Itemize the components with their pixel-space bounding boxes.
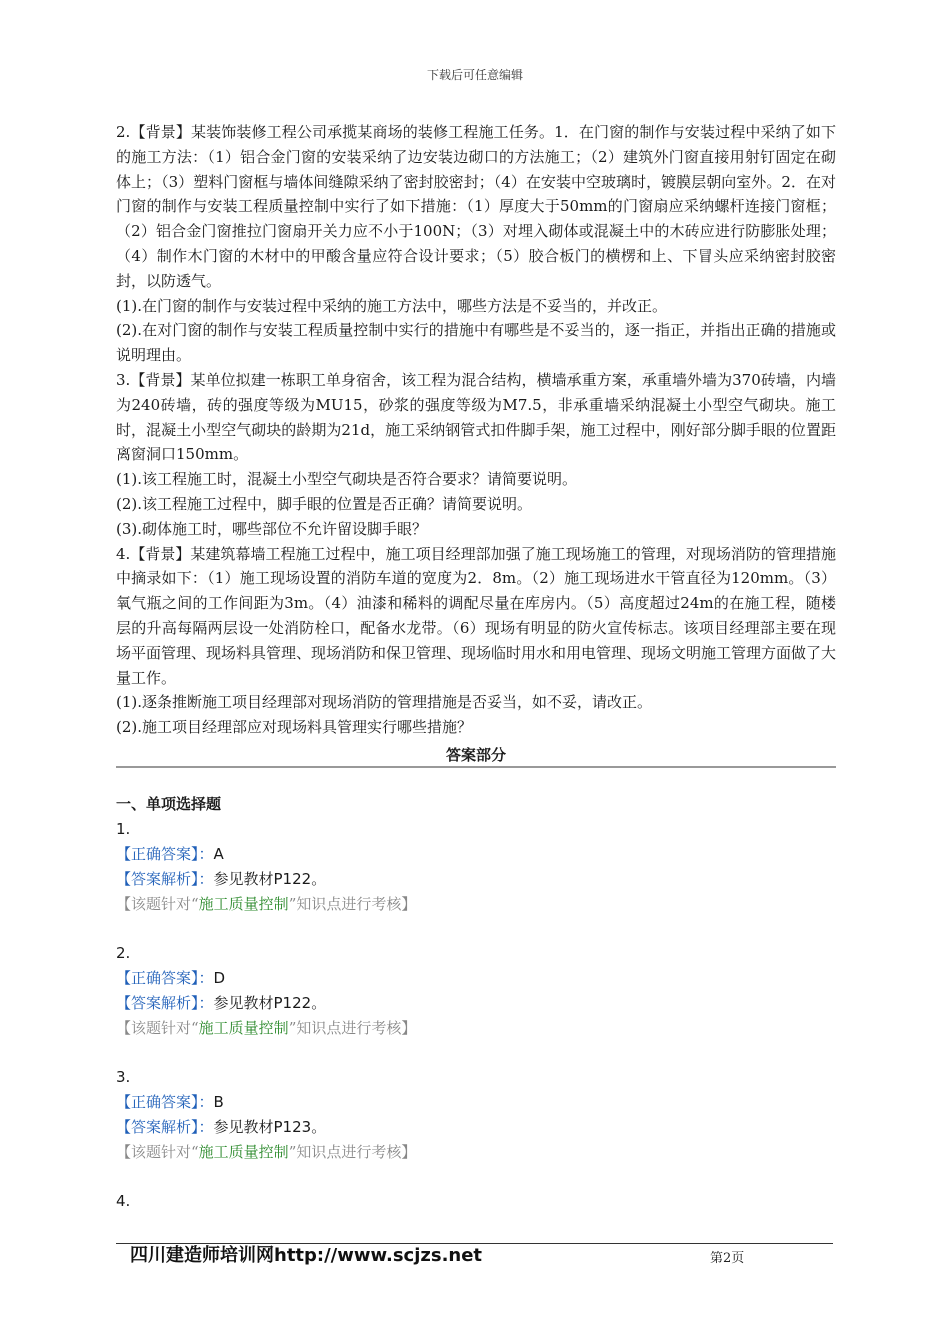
correct-answer-line bbox=[116, 1090, 836, 1115]
answer-item bbox=[116, 941, 836, 1065]
answer-number: 4. bbox=[116, 1192, 131, 1210]
topic-note bbox=[116, 1140, 836, 1165]
topic-note-suffix: ”知识点进行考核】 bbox=[288, 895, 417, 913]
section-title: 一、单项选择题 bbox=[116, 795, 222, 813]
answer-section-title: 答案部分 bbox=[445, 746, 506, 764]
page-header: 下载后可任意编辑 bbox=[426, 68, 523, 82]
correct-answer-line bbox=[116, 842, 836, 867]
question-4-sub-1: (1).逐条推断施工项目经理部对现场消防的管理措施是否妥当，如不妥，请改正。 bbox=[116, 693, 653, 712]
answer-number: 1. bbox=[116, 820, 131, 838]
analysis-line bbox=[116, 1115, 836, 1140]
analysis-text: 参见教材P122。 bbox=[213, 870, 327, 888]
analysis-text: 参见教材P122。 bbox=[213, 994, 327, 1012]
page-number: 第2页 bbox=[710, 1251, 745, 1266]
topic-note bbox=[116, 1016, 836, 1041]
question-3-sub-2: (2).该工程施工过程中，脚手眼的位置是否正确？请简要说明。 bbox=[116, 494, 533, 513]
answers-list bbox=[116, 792, 836, 1214]
question-2-sub-1: (1).在门窗的制作与安装过程中采纳的施工方法中，哪些方法是不妥当的，并改正。 bbox=[116, 296, 668, 315]
topic-note-topic: 施工质量控制 bbox=[198, 895, 289, 913]
topic-note bbox=[116, 892, 836, 917]
topic-note-prefix: 【该题针对“ bbox=[116, 1143, 199, 1161]
question-4-sub-2: (2).施工项目经理部应对现场料具管理实行哪些措施？ bbox=[116, 718, 473, 737]
analysis-line bbox=[116, 867, 836, 892]
correct-answer-value: D bbox=[213, 969, 226, 987]
answer-item bbox=[116, 817, 836, 941]
answer-number: 2. bbox=[116, 944, 131, 962]
correct-answer-value: A bbox=[213, 845, 224, 863]
analysis-text: 参见教材P123。 bbox=[213, 1118, 327, 1136]
correct-answer-label: 【正确答案】： bbox=[116, 845, 214, 863]
question-2-sub-2: (2).在对门窗的制作与安装工程质量控制中实行的措施中有哪些是不妥当的，逐一指正，并指出正确的措施或说明理由。 bbox=[116, 321, 836, 365]
divider bbox=[116, 766, 836, 768]
topic-note-topic: 施工质量控制 bbox=[198, 1019, 289, 1037]
topic-note-topic: 施工质量控制 bbox=[198, 1143, 289, 1161]
question-body bbox=[116, 120, 836, 740]
answer-item bbox=[116, 1065, 836, 1189]
correct-answer-label: 【正确答案】： bbox=[116, 969, 214, 987]
question-3-sub-1: (1).该工程施工时，混凝土小型空气砌块是否符合要求？请简要说明。 bbox=[116, 470, 578, 489]
correct-answer-label: 【正确答案】： bbox=[116, 1093, 214, 1111]
topic-note-prefix: 【该题针对“ bbox=[116, 1019, 199, 1037]
topic-note-suffix: ”知识点进行考核】 bbox=[288, 1143, 417, 1161]
analysis-label: 【答案解析】： bbox=[116, 870, 214, 888]
question-2-background: 2.【背景】某装饰装修工程公司承揽某商场的装修工程施工任务。1．在门窗的制作与安装过程中采纳了如下的施工方法：（1）铝合金门窗的安装采纳了边安装边砌口的方法施工；（2）建筑外门窗直接用射钉固定在砌体上；（3）塑料门窗框与墙体间缝隙采纳了密封胶密封；（4）在安装中空玻璃时，镀膜层朝向室外。2．在对门窗的制作与安装工程质量控制中实行了如下措施：（1）厚度大于50mm的门窗扇应采纳螺杆连接门窗框；（2）铝合金门窗推拉门窗扇开关力应不小于100N；（3）对埋入砌体或混凝土中的木砖应进行防膨胀处理；（4）制作木门窗的木材中的甲酸含量应符合设计要求；（5）胶合板门的横楞和上、下冒头应采纳密封胶密封，以防透气。 bbox=[116, 123, 836, 290]
correct-answer-line bbox=[116, 966, 836, 991]
question-4-background: 4.【背景】某建筑幕墙工程施工过程中，施工项目经理部加强了施工现场施工的管理，对现场消防的管理措施中摘录如下：（1）施工现场设置的消防车道的宽度为2．8m。（2）施工现场进水干管直径为120mm。（3）氧气瓶之间的工作间距为3m。（4）油漆和稀料的调配尽量在库房内。（5）高度超过24m的在施工程，随楼层的升高每隔两层设一处消防栓口，配备水龙带。（6）现场有明显的防火宣传标志。该项目经理部主要在现场平面管理、现场料具管理、现场消防和保卫管理、现场临时用水和用电管理、现场文明施工管理方面做了大量工作。 bbox=[116, 544, 837, 687]
question-3-sub-3: (3).砌体施工时，哪些部位不允许留设脚手眼？ bbox=[116, 519, 428, 538]
topic-note-suffix: ”知识点进行考核】 bbox=[288, 1019, 417, 1037]
question-3-background: 3.【背景】某单位拟建一栋职工单身宿舍，该工程为混合结构，横墙承重方案，承重墙外墙为370砖墙，内墙为240砖墙，砖的强度等级为MU15，砂浆的强度等级为M7.5，非承重墙采纳混凝土小型空气砌块。施工时，混凝土小型空气砌块的龄期为21d，施工采纳钢管式扣件脚手架，施工过程中，刚好部分脚手眼的位置距离窗洞口150mm。 bbox=[116, 370, 836, 464]
analysis-label: 【答案解析】： bbox=[116, 994, 214, 1012]
answer-number: 3. bbox=[116, 1068, 131, 1086]
topic-note-prefix: 【该题针对“ bbox=[116, 895, 199, 913]
correct-answer-value: B bbox=[213, 1093, 224, 1111]
analysis-line bbox=[116, 991, 836, 1016]
footer-website: 四川建造师培训网http://www.scjzs.net bbox=[130, 1245, 483, 1266]
analysis-label: 【答案解析】： bbox=[116, 1118, 214, 1136]
